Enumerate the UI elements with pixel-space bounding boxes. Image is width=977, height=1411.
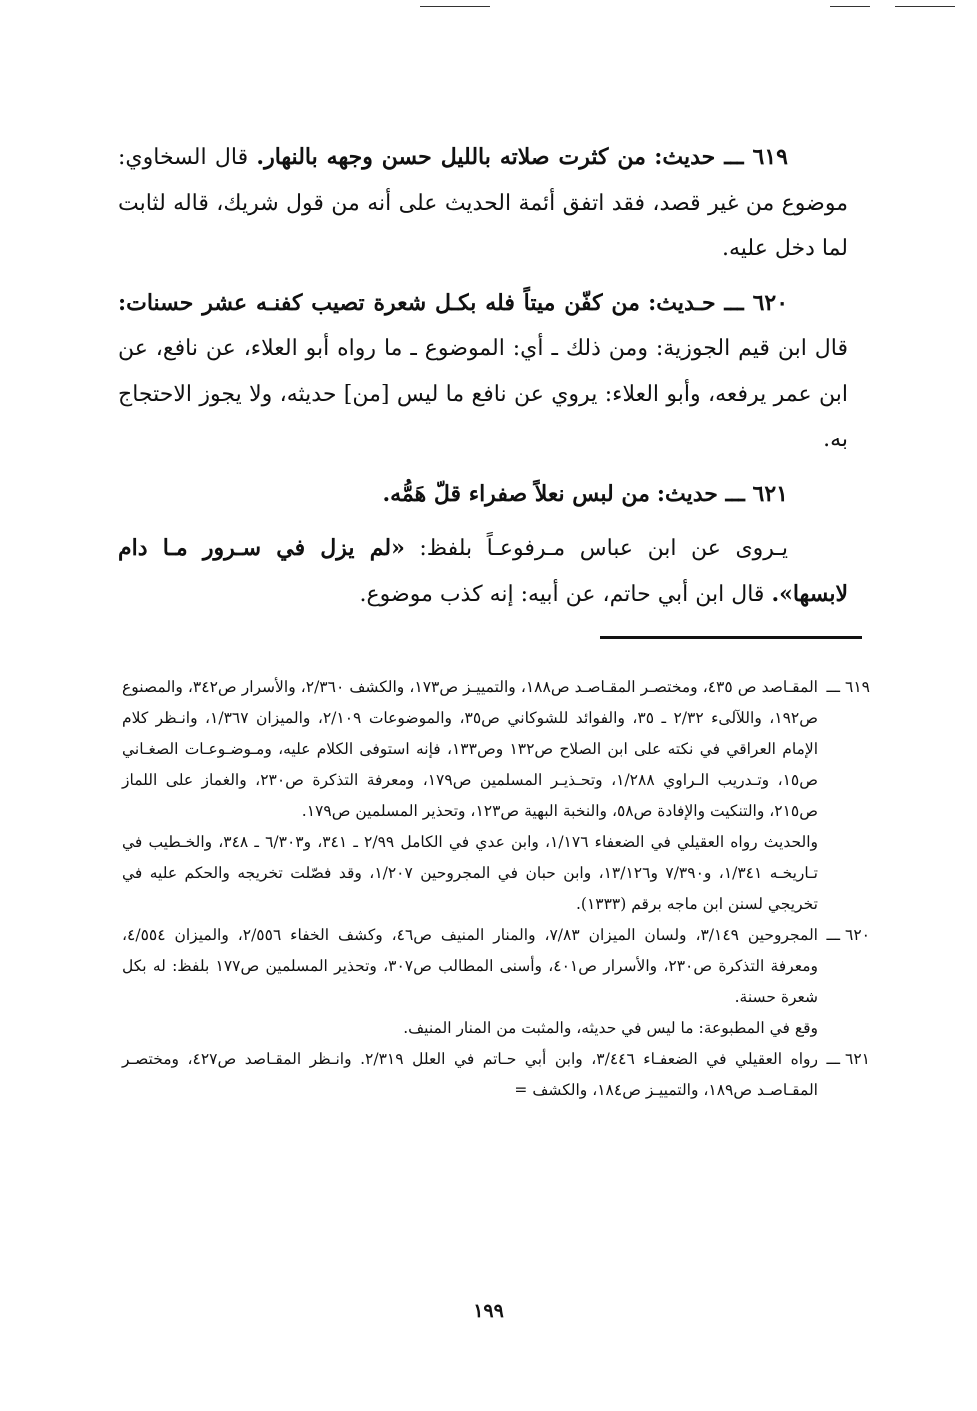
footnote-text: المجروحين ٣/١٤٩، ولسان الميزان ٧/٨٣، والمنار المنيف ص٤٦، وكشف الخفاء ٢/٥٥٦، والميزان ٤/٥٥٤، ومعرفة التذكرة ص٢٣٠، والأسرار ص٤٠١، وأسنى المطالب ص٣٠٧، وتحذير المسلمين ص١٧٧ بلفظ: له بكل شعرة حسنة. xyxy=(122,926,819,1006)
footnotes xyxy=(122,672,870,1106)
hadith-620-title: من كفّن ميتاً فله بكـل شعرة تصيب كفنـه عشر حسنات: xyxy=(118,289,640,316)
hadith-621-quote: «لم يزل في سـرور مـا دام لابسها». xyxy=(118,535,848,607)
scan-artifact-line xyxy=(830,6,870,7)
main-text xyxy=(118,135,848,626)
hadith-621-commentary xyxy=(118,526,848,617)
footnote-619 xyxy=(122,672,870,920)
hadith-619-title: من كثرت صلاته بالليل حسن وجهه بالنهار. xyxy=(256,144,646,170)
footnote-text: المقـاصد ص ٤٣٥، ومختصـر المقـاصـد ص١٨٨، والتمييـز ص١٧٣، والكشف ٢/٣٦٠، والأسرار ص٣٤٢، والمصنوع ص١٩٢، واللآلىء ٢/٣٢ ـ ٣٥، والفوائد للشوكاني ص٣٥، والموضوعات ٢/١٠٩، والميزان ١/٣٦٧، وانـظر كلام الإمام العراقي في نكته على ابن الصلاح ص١٣٢ وص١٣٣، فإنه استوفى الكلام عليه، ومـوضـوعـات الصغـاني ص١٥، وتـدريب الـراوي ١/٢٨٨، وتحـذيـر المسلمين ص١٧٩، ومعرفة التذكرة ص٢٣٠، والغماز على اللماز ص٢١٥، والتنكيت والإفادة ص٥٨، والنخبة البهية ص١٢٣، وتحذير المسلمين ص١٧٩. xyxy=(122,678,819,820)
hadith-619-body: قال السخاوي: موضوع من غير قصد، فقد اتفق أئمة الحديث على أنه من قول شريك، قاله لثابت لما دخل عليه. xyxy=(118,145,848,261)
footnote-621 xyxy=(122,1044,870,1106)
footnote-separator xyxy=(600,636,862,639)
footnote-number: ٦١٩ ـــ xyxy=(826,678,870,696)
footnote-620 xyxy=(122,920,870,1044)
footnote-text: والحديث رواه العقيلي في الضعفاء ١/١٧٦، وابن عدي في الكامل ٢/٩٩ ـ ٣٤١، و٦/٣٠٣ ـ ٣٤٨، والخـطيب في تـاريخـه ١/٣٤١، و٧/٣٩٠ و١٣/١٢٦، وابن حبان في المجروحين ١/٢٠٧، وقد فصّلت تخريجه والحكم عليه في تخريجي لسنن ابن ماجه برقم (١٣٣٣). xyxy=(122,833,818,913)
hadith-620-body: قال ابن قيم الجوزية: ومن ذلك ـ أي: الموضوع ـ ما رواه أبو العلاء، عن نافع، عن ابن عمر يرفعه، وأبو العلاء: يروي عن نافع ما ليس [من] حديثه، ولا يجوز الاحتجاج به. xyxy=(118,336,848,452)
scan-artifact-line xyxy=(420,6,490,7)
hadith-619-lead: ٦١٩ ـــ حديث: xyxy=(654,144,788,170)
footnote-text: وقع في المطبوعة: ما ليس في حديثه، والمثبت من المنار المنيف. xyxy=(403,1019,818,1037)
page-number: ١٩٩ xyxy=(473,1300,504,1322)
scan-artifact-line xyxy=(895,6,955,7)
footnote-number: ٦٢١ ـــ xyxy=(826,1050,870,1068)
hadith-619 xyxy=(118,135,848,272)
hadith-620 xyxy=(118,281,848,463)
hadith-621-title: من لبس نعلاً صفراء قلّ هَمُّه. xyxy=(382,480,650,507)
hadith-621-body-after: قال ابن أبي حاتم، عن أبيه: إنه كذب موضوع. xyxy=(359,581,765,607)
hadith-621 xyxy=(118,472,848,518)
hadith-620-lead: ٦٢٠ ـــ حـديث: xyxy=(648,289,789,316)
footnote-text: رواه العقيلي في الضعفـاء ٣/٤٤٦، وابن أبي حـاتم في العلل ٢/٣١٩. وانـظر المقـاصد ص٤٢٧، ومختصـر المقـاصـد ص١٨٩، والتمييـز ص١٨٤، والكشف = xyxy=(122,1050,818,1099)
footnote-number: ٦٢٠ ـــ xyxy=(826,926,870,944)
hadith-621-lead: ٦٢١ ـــ حديث: xyxy=(656,480,788,507)
hadith-621-body-before: يـروى عن ابن عباس مـرفوعـاً بلفظ: xyxy=(419,536,788,561)
